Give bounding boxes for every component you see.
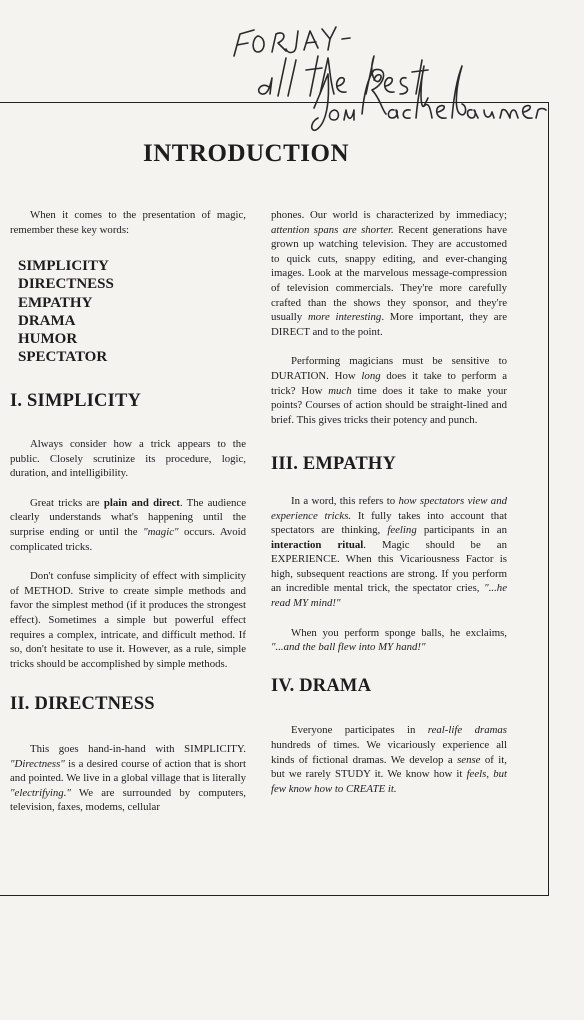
- keyword-item: DIRECTNESS: [18, 276, 114, 293]
- simplicity-paragraph-1: Always consider how a trick appears to the public. Closely scrutinize its procedure, logic, duration, and intelligibility.: [10, 438, 246, 480]
- heading-drama: IV. DRAMA: [271, 675, 372, 696]
- right-column: [271, 208, 507, 811]
- directness-paragraph-3: Performing magicians must be sensitive to DURATION. How long does it take to perform a trick? How much time does it take to make your points? Courses of action should be straight-lined and brief. This gives tricks their potency and punch.: [271, 355, 507, 426]
- heading-simplicity: I. SIMPLICITY: [10, 391, 142, 412]
- simplicity-paragraph-3: Don't confuse simplicity of effect with simplicity of METHOD. Strive to create simple methods and favor the simplest method (if it produces the strongest effect). Sometimes a simple but powerful effect requires a complex, intricate, and difficult method. If so, don't hesitate to use it. However, as a rule, simple tricks should be accomplished by simple methods.: [10, 570, 246, 670]
- heading-directness: II. DIRECTNESS: [10, 694, 155, 715]
- page-title: INTRODUCTION: [142, 140, 350, 167]
- keyword-list: [18, 257, 246, 366]
- intro-paragraph: When it comes to the presentation of magic, remember these key words:: [10, 209, 246, 236]
- directness-paragraph-1: This goes hand-in-hand with SIMPLICITY. "Directness" is a desired course of action that is short and pointed. We live in a global village that is literally "electrifying." We are surrounded by computers, television, faxes, modems, cellular: [10, 742, 246, 814]
- left-column: [10, 208, 246, 830]
- keyword-item: SPECTATOR: [18, 349, 108, 366]
- directness-paragraph-2: phones. Our world is characterized by immediacy; attention spans are shorter. Recent generations have grown up watching television. They are accustomed to quick cuts, snappy editing, and ever-changing images. Look at the marvelous message-compression of television commercials. They're more carefully crafted than the shows they sponsor, and they're usually more interesting. More important, they are DIRECT and to the point.: [271, 209, 507, 338]
- keyword-item: DRAMA: [18, 312, 76, 329]
- keyword-item: EMPATHY: [18, 294, 93, 311]
- empathy-paragraph-1: In a word, this refers to how spectators view and experience tricks. It fully takes into account that spectators are thinking, feeling participants in an interaction ritual. Magic should be an EXPERIENCE. When this Vicariousness Factor is high, subsequent reactions are strong. If you perform an incredible mental trick, the spectator cries, "...he read MY mind!": [271, 494, 507, 610]
- empathy-paragraph-2: When you perform sponge balls, he exclaims, "...and the ball flew into MY hand!": [271, 626, 507, 654]
- simplicity-paragraph-2: Great tricks are plain and direct. The audience clearly understands what's happening until the surprise ending or until the "magic" occurs. Avoid complicated tricks.: [10, 496, 247, 553]
- heading-empathy: III. EMPATHY: [271, 454, 397, 475]
- drama-paragraph-1: Everyone participates in real-life dramas hundreds of times. We vicariously experience all kinds of fictional dramas. We develop a sense of it, but we rarely STUDY it. We know how it feels, but few know how to CREATE it.: [271, 724, 508, 795]
- keyword-item: HUMOR: [18, 331, 78, 347]
- keyword-item: SIMPLICITY: [18, 258, 109, 275]
